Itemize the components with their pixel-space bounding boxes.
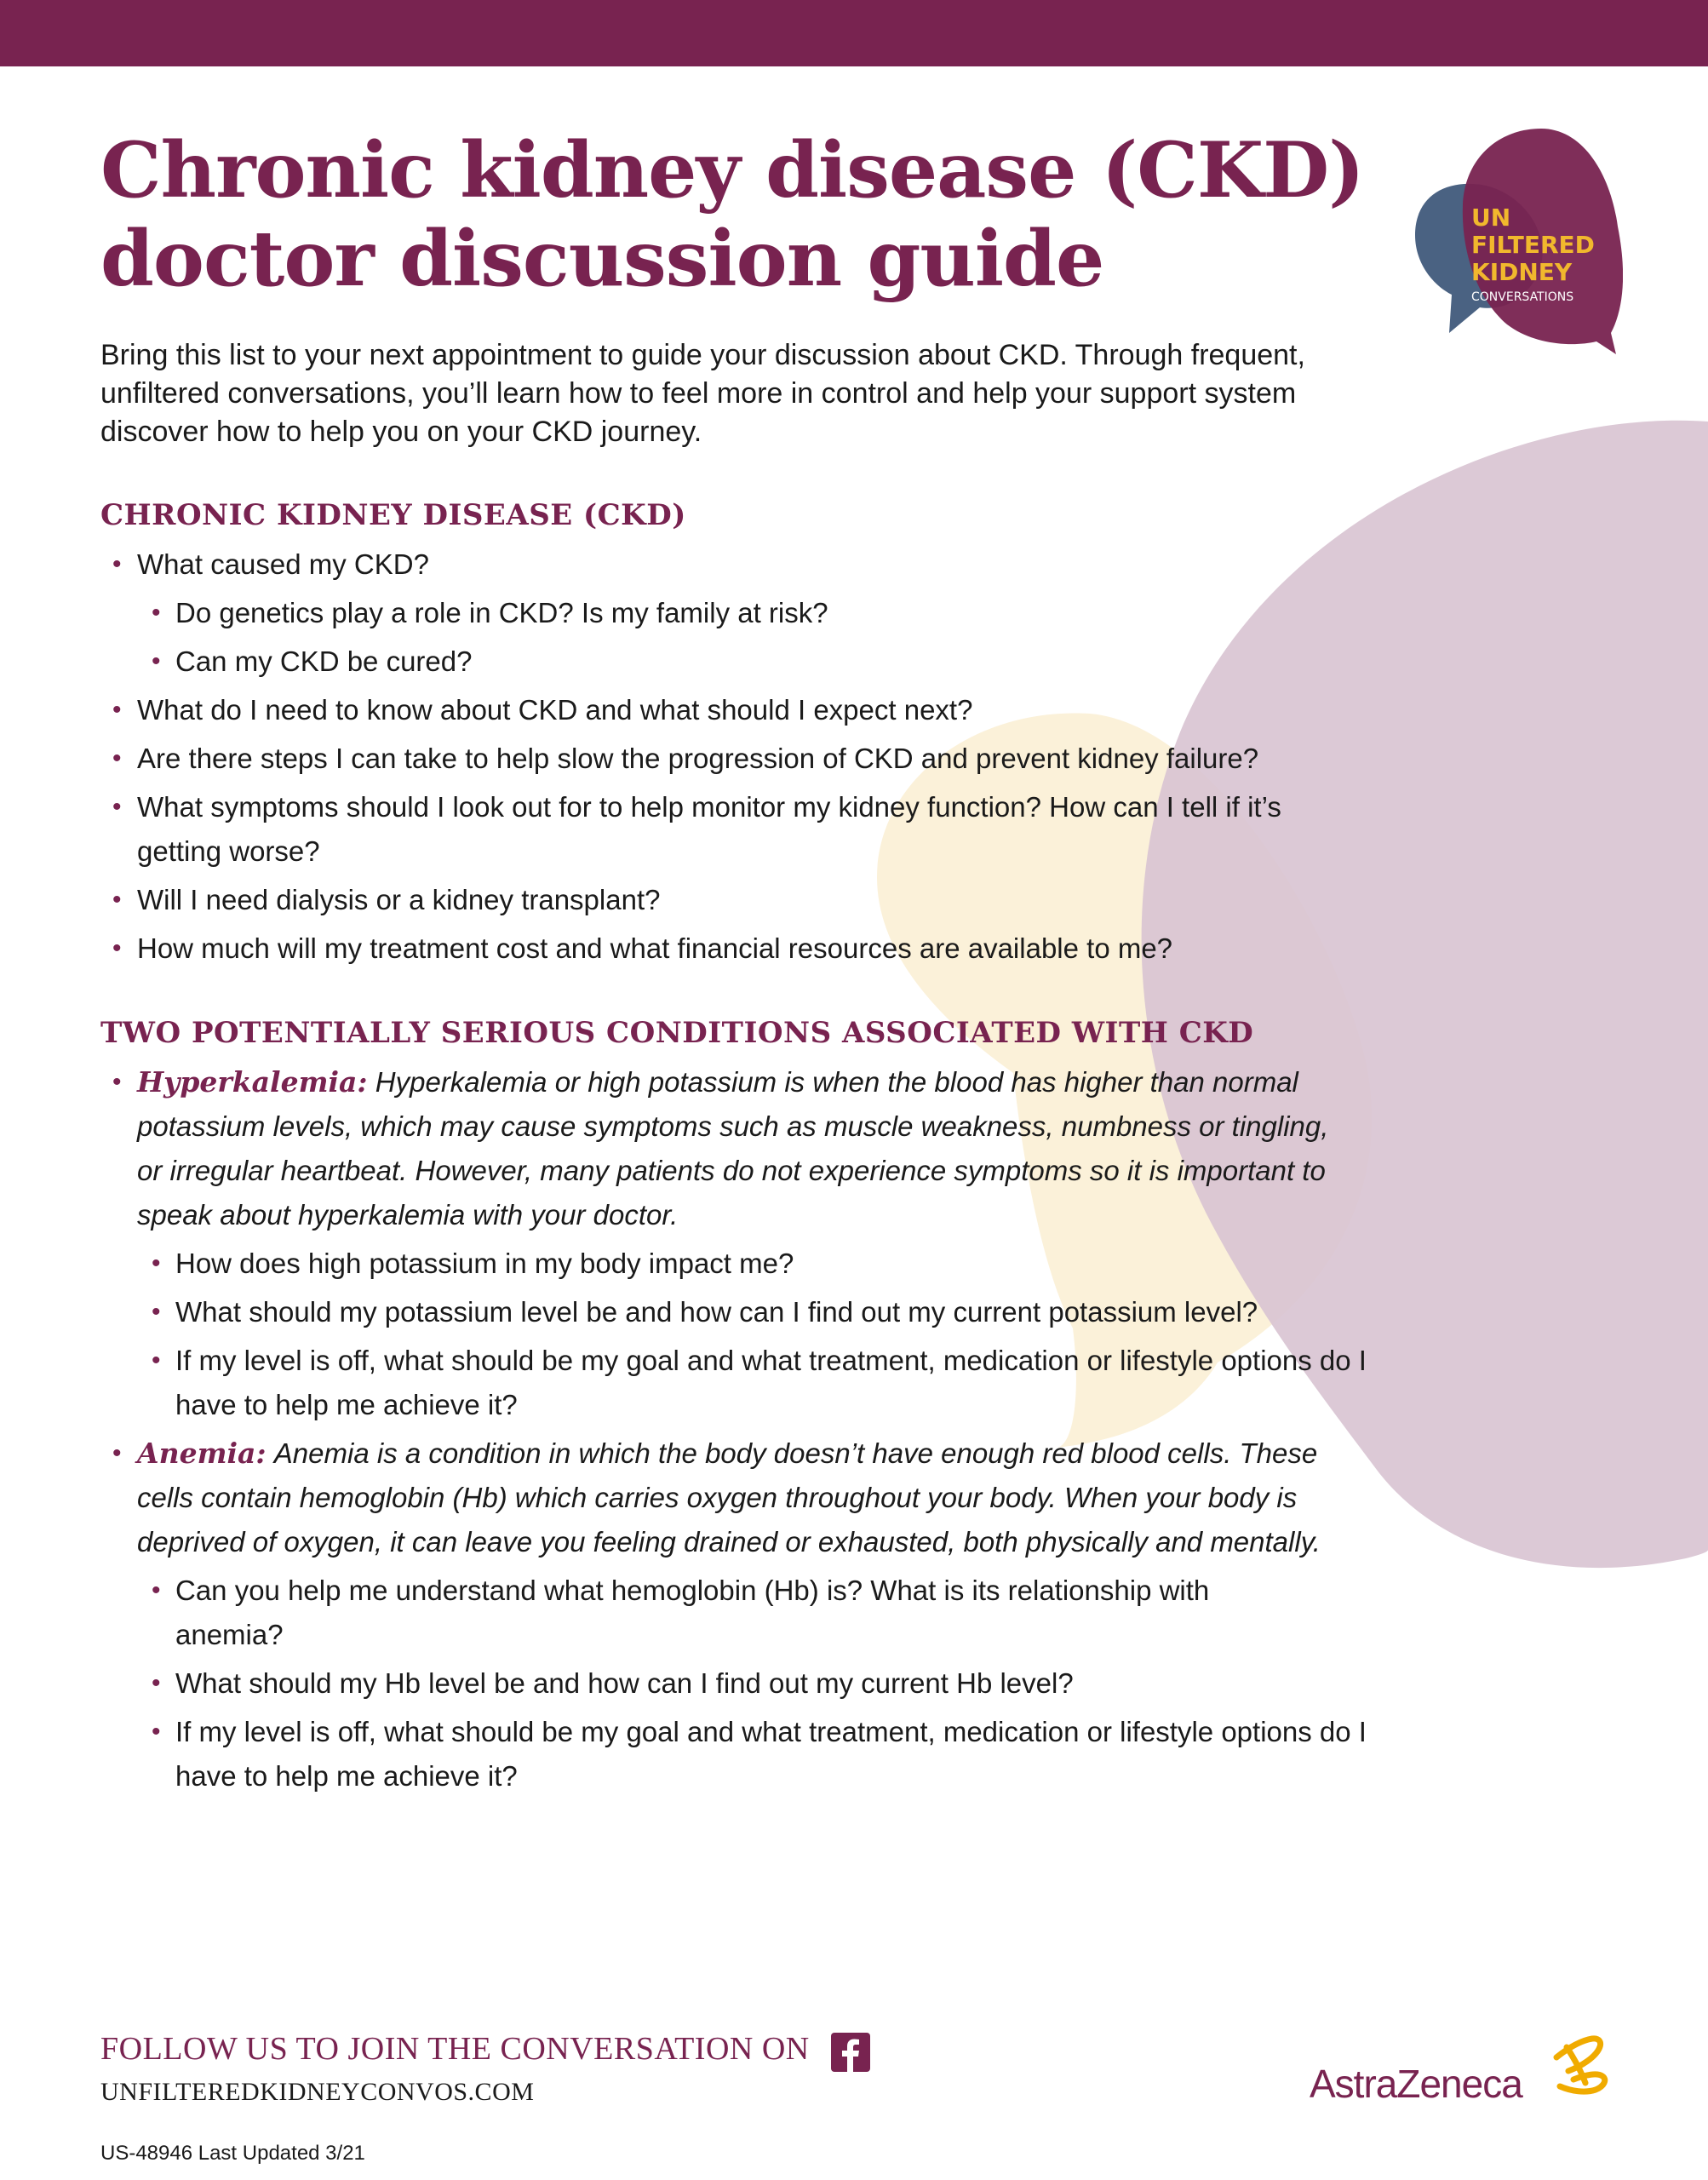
list-item: • What symptoms should I look out for to help monitor my kidney function? How can I tell if it’s getting worse? bbox=[100, 785, 1363, 874]
list-item: • Do genetics play a role in CKD? Is my family at risk? bbox=[100, 591, 1344, 635]
bullet-icon: • bbox=[152, 647, 161, 675]
list-item: • What should my potassium level be and how can I find out my current potassium level? bbox=[100, 1290, 1344, 1334]
anemia-description: Anemia is a condition in which the body doesn’t have enough red blood cells. These cells contain hemoglobin (Hb) which carries oxygen throughout your body. When your body is deprived of oxygen, it can leave you feeling drained or exhausted, both physically and mentally. bbox=[137, 1437, 1321, 1558]
conditions-list bbox=[100, 1060, 1367, 1798]
list-item-hyperkalemia bbox=[100, 1060, 1329, 1237]
list-item: • Can you help me understand what hemoglobin (Hb) is? What is its relationship with anemia? bbox=[100, 1569, 1316, 1657]
section-heading-ckd: CHRONIC KIDNEY DISEASE (CKD) bbox=[100, 498, 686, 532]
list-item: • What should my Hb level be and how can I find out my current Hb level? bbox=[100, 1661, 1344, 1706]
bullet-icon: • bbox=[112, 744, 122, 772]
document-code: US-48946 Last Updated 3/21 bbox=[100, 2142, 365, 2165]
list-item: • Are there steps I can take to help slow the progression of CKD and prevent kidney failure? bbox=[100, 737, 1344, 781]
bullet-icon: • bbox=[112, 886, 122, 914]
bullet-icon: • bbox=[112, 696, 122, 724]
logo-text-kidney: KIDNEY bbox=[1471, 258, 1573, 286]
bullet-icon: • bbox=[152, 1669, 161, 1697]
list-item: • How does high potassium in my body impact me? bbox=[100, 1242, 1344, 1286]
list-item: • How much will my treatment cost and what financial resources are available to me? bbox=[100, 926, 1344, 971]
hyperkalemia-term: Hyperkalemia: bbox=[137, 1065, 368, 1099]
bullet-icon: • bbox=[152, 1718, 161, 1746]
website-link[interactable]: UNFILTEREDKIDNEYCONVOS.COM bbox=[100, 2078, 535, 2106]
anemia-term: Anemia: bbox=[137, 1437, 267, 1470]
bullet-icon: • bbox=[152, 1249, 161, 1277]
facebook-icon[interactable] bbox=[831, 2033, 870, 2072]
bullet-icon: • bbox=[112, 550, 122, 578]
hyperkalemia-description: Hyperkalemia or high potassium is when the blood has higher than normal potassium levels, which may cause symptoms such as muscle weakness, numbness or tingling, or irregular heartbeat. However, many patients do not experience symptoms so it is important to speak about hyperkalemia with your doctor. bbox=[137, 1066, 1329, 1231]
list-item: • What caused my CKD? bbox=[100, 542, 1344, 587]
ckd-question-list bbox=[100, 542, 1344, 971]
bullet-icon: • bbox=[152, 599, 161, 627]
logo-text-un: UN bbox=[1471, 204, 1511, 232]
bullet-icon: • bbox=[152, 1576, 161, 1604]
logo-text-filtered: FILTERED bbox=[1471, 231, 1595, 259]
list-item: • Will I need dialysis or a kidney transplant? bbox=[100, 878, 1344, 922]
section-heading-conditions: TWO POTENTIALLY SERIOUS CONDITIONS ASSOCIATED WITH CKD bbox=[100, 1016, 1254, 1050]
page-title: Chronic kidney disease (CKD) doctor discussion guide bbox=[100, 125, 1364, 304]
astrazeneca-symbol-icon bbox=[1548, 2032, 1609, 2100]
logo-text-conversations: CONVERSATIONS bbox=[1471, 290, 1574, 304]
bullet-icon: • bbox=[112, 1068, 122, 1096]
unfiltered-kidney-logo bbox=[1413, 124, 1623, 356]
bullet-icon: • bbox=[152, 1346, 161, 1374]
bullet-icon: • bbox=[112, 934, 122, 962]
astrazeneca-wordmark: AstraZeneca bbox=[1310, 2062, 1522, 2106]
list-item: • Can my CKD be cured? bbox=[100, 640, 1344, 684]
main-content bbox=[100, 490, 1367, 1803]
list-item: • If my level is off, what should be my goal and what treatment, medication or lifestyle options do I have to help me achieve it? bbox=[100, 1339, 1367, 1427]
intro-paragraph: Bring this list to your next appointment to guide your discussion about CKD. Through frequent, unfiltered conversations, you’ll learn how to feel more in control and help your support system discover how to help you on your CKD journey. bbox=[100, 339, 1305, 448]
list-item-anemia bbox=[100, 1431, 1329, 1564]
list-item: • If my level is off, what should be my goal and what treatment, medication or lifestyle options do I have to help me achieve it? bbox=[100, 1710, 1367, 1798]
follow-us-text: FOLLOW US TO JOIN THE CONVERSATION ON bbox=[100, 2031, 810, 2067]
bullet-icon: • bbox=[112, 793, 122, 821]
list-item: • What do I need to know about CKD and what should I expect next? bbox=[100, 688, 1344, 732]
bullet-icon: • bbox=[112, 1439, 122, 1467]
bullet-icon: • bbox=[152, 1298, 161, 1326]
